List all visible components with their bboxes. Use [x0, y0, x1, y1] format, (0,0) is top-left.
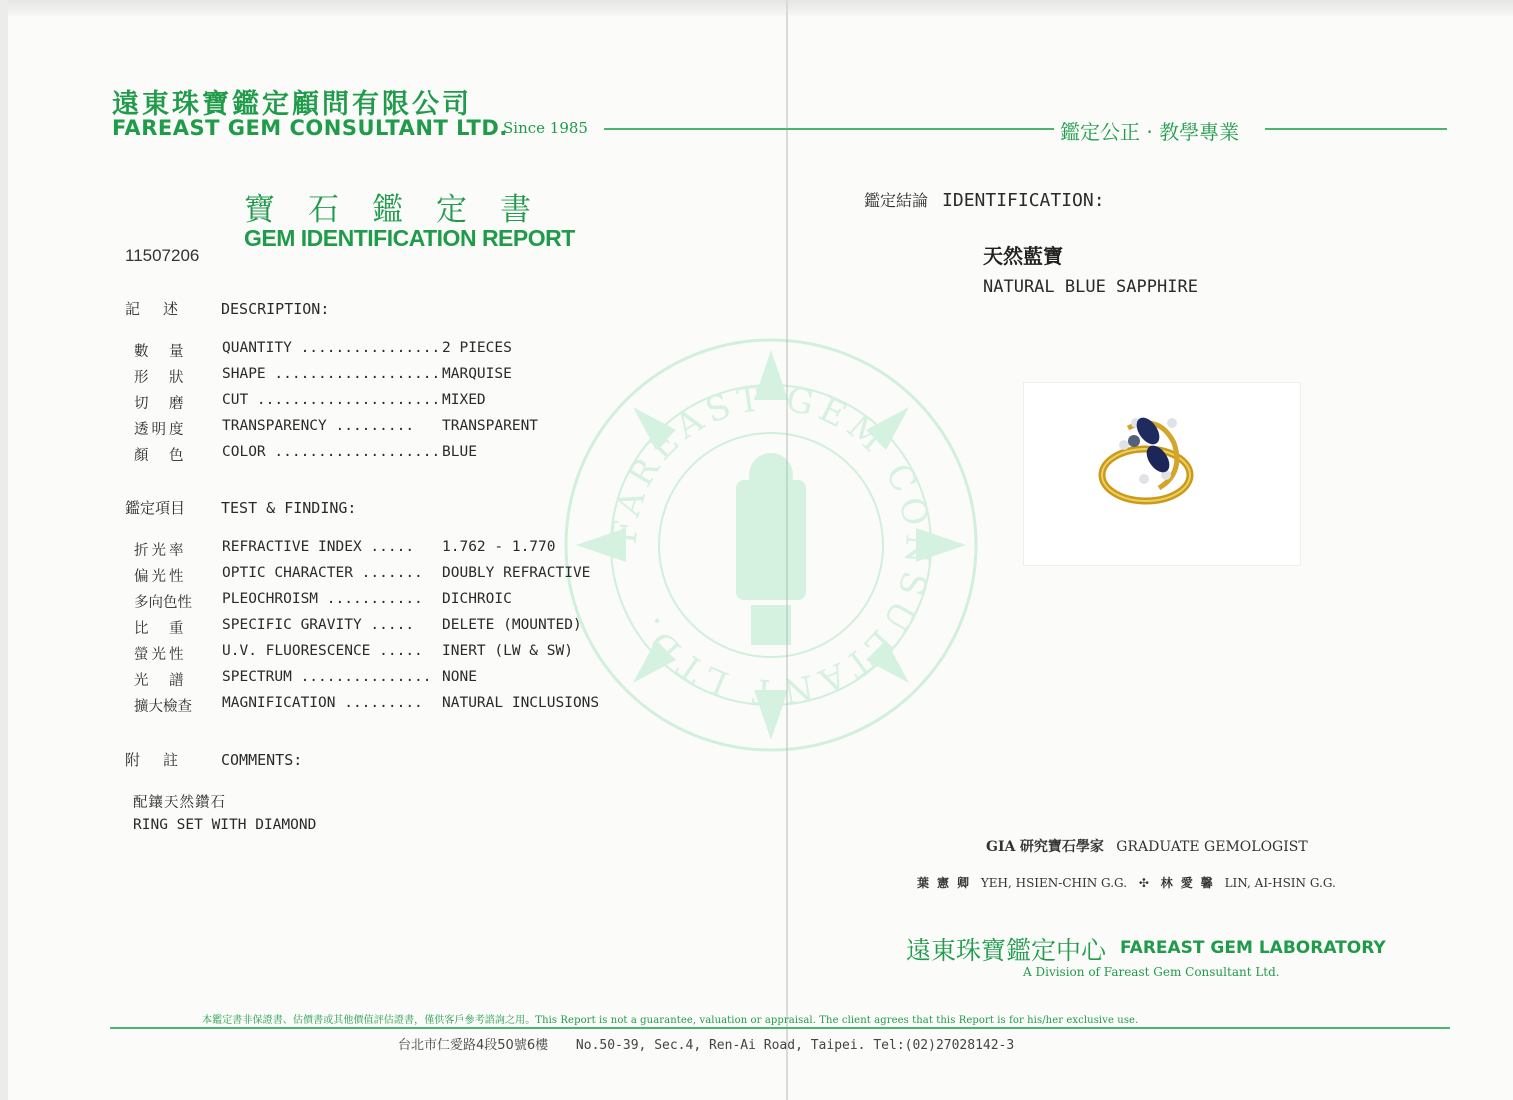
address-zh: 台北市仁愛路4段50號6樓	[398, 1038, 549, 1053]
lab-name-zh: 遠東珠寶鑑定中心	[906, 936, 1107, 965]
row-value: MIXED	[442, 392, 486, 408]
row-label-zh: 數 量	[134, 344, 187, 360]
separator-icon: ✣	[1138, 876, 1149, 890]
row-label-zh: 透明度	[134, 422, 187, 438]
ring-image	[1024, 383, 1300, 565]
graduate-gemologist-title	[986, 836, 1308, 856]
lab-division: A Division of Fareast Gem Consultant Ltd.	[1023, 965, 1280, 979]
person2-en: LIN, AI-HSIN G.G.	[1224, 876, 1336, 890]
row-label-zh: 擴大檢查	[134, 699, 192, 715]
lab-name-en: FAREAST GEM LABORATORY	[1120, 938, 1386, 958]
row-value: 2 PIECES	[442, 340, 512, 356]
ring-photo	[1024, 383, 1300, 565]
row-value: MARQUISE	[442, 366, 512, 382]
identification-result-zh: 天然藍寶	[983, 244, 1063, 268]
tests-heading	[125, 497, 356, 518]
seal-text: FAREAST GEM CONSULTANT LTD.	[604, 378, 938, 712]
footer-disclaimer: 本鑑定書非保證書、估價書或其他價值評估證書，僅供客戶參考諮詢之用。This Report is not a guarantee, valuation or appraisal. The client agrees that this Report is for his/her exclusive use.	[202, 1015, 1139, 1026]
description-heading	[125, 298, 329, 319]
report-title-en: GEM IDENTIFICATION REPORT	[244, 225, 575, 251]
company-name-zh: 遠東珠寶鑑定顧問有限公司	[112, 89, 472, 120]
header-motto: 鑑定公正 · 教學專業	[1060, 120, 1240, 144]
comments-heading-zh: 附 註	[125, 751, 183, 769]
comment-line-en: RING SET WITH DIAMOND	[133, 817, 317, 833]
header-rule-right	[1265, 128, 1447, 130]
row-label: SHAPE ...................	[222, 366, 441, 382]
row-label-zh: 偏光性	[134, 569, 187, 585]
gia-label: GIA	[986, 839, 1016, 855]
report-title-zh: 寶石鑑定書	[244, 192, 564, 228]
identification-heading-zh: 鑑定結論	[864, 191, 929, 210]
paper-left-edge	[0, 0, 8, 1100]
row-label-zh: 形 狀	[134, 370, 187, 386]
seal-watermark	[556, 330, 986, 760]
row-label: OPTIC CHARACTER .......	[222, 565, 423, 581]
identification-heading-en: IDENTIFICATION:	[942, 190, 1105, 211]
row-label: U.V. FLUORESCENCE .....	[222, 643, 423, 659]
company-name-en: FAREAST GEM CONSULTANT LTD.	[112, 116, 508, 140]
row-label-zh: 光 譜	[134, 673, 187, 689]
row-label: SPECIFIC GRAVITY .....	[222, 617, 415, 633]
tests-heading-en: TEST & FINDING:	[221, 499, 357, 517]
row-label-zh: 螢光性	[134, 647, 187, 663]
gemologist-names	[917, 874, 1336, 891]
row-value: BLUE	[442, 444, 477, 460]
since-year: Since 1985	[503, 119, 588, 137]
footer-address	[398, 1034, 1014, 1053]
row-label: TRANSPARENCY .........	[222, 418, 415, 434]
paper-top-edge	[0, 0, 1513, 16]
person1-en: YEH, HSIEN-CHIN G.G.	[980, 876, 1128, 890]
person1-zh: 葉憲卿	[917, 876, 978, 890]
person2-zh: 林愛馨	[1160, 876, 1221, 890]
row-label-zh: 比 重	[134, 621, 187, 637]
row-label: PLEOCHROISM ...........	[222, 591, 423, 607]
row-value: INERT (LW & SW)	[442, 643, 573, 659]
footer-rule	[110, 1027, 1450, 1029]
row-label-zh: 折光率	[134, 543, 187, 559]
row-label-zh: 顏 色	[134, 448, 187, 464]
description-heading-zh: 記 述	[125, 300, 183, 318]
header-rule-left	[604, 128, 1054, 130]
report-number: 11507206	[125, 246, 200, 265]
description-heading-en: DESCRIPTION:	[221, 300, 330, 318]
address-en: No.50-39, Sec.4, Ren-Ai Road, Taipei. Tel:(02)27028142-3	[575, 1038, 1015, 1053]
row-label-zh: 多向色性	[134, 595, 192, 611]
row-value: 1.762 - 1.770	[442, 539, 556, 555]
identification-heading	[864, 188, 1105, 211]
comment-line-zh: 配鑲天然鑽石	[133, 795, 226, 811]
identification-result-en: NATURAL BLUE SAPPHIRE	[983, 277, 1198, 297]
gemologist-title-en: GRADUATE GEMOLOGIST	[1116, 839, 1308, 855]
tests-heading-zh: 鑑定項目	[125, 499, 186, 517]
row-label: CUT .....................	[222, 392, 441, 408]
gemologist-title-zh: 研究寶石學家	[1019, 839, 1104, 855]
row-value: TRANSPARENT	[442, 418, 539, 434]
row-value: NONE	[442, 669, 477, 685]
row-value: DELETE (MOUNTED)	[442, 617, 582, 633]
row-label-zh: 切 磨	[134, 396, 187, 412]
row-label: SPECTRUM ...............	[222, 669, 432, 685]
row-label: QUANTITY ................	[222, 340, 441, 356]
row-label: REFRACTIVE INDEX .....	[222, 539, 415, 555]
comments-heading	[125, 749, 302, 770]
row-label: COLOR ...................	[222, 444, 441, 460]
row-value: DICHROIC	[442, 591, 512, 607]
row-value: NATURAL INCLUSIONS	[442, 695, 600, 711]
row-label: MAGNIFICATION .........	[222, 695, 423, 711]
row-value: DOUBLY REFRACTIVE	[442, 565, 591, 581]
comments-heading-en: COMMENTS:	[221, 751, 303, 769]
